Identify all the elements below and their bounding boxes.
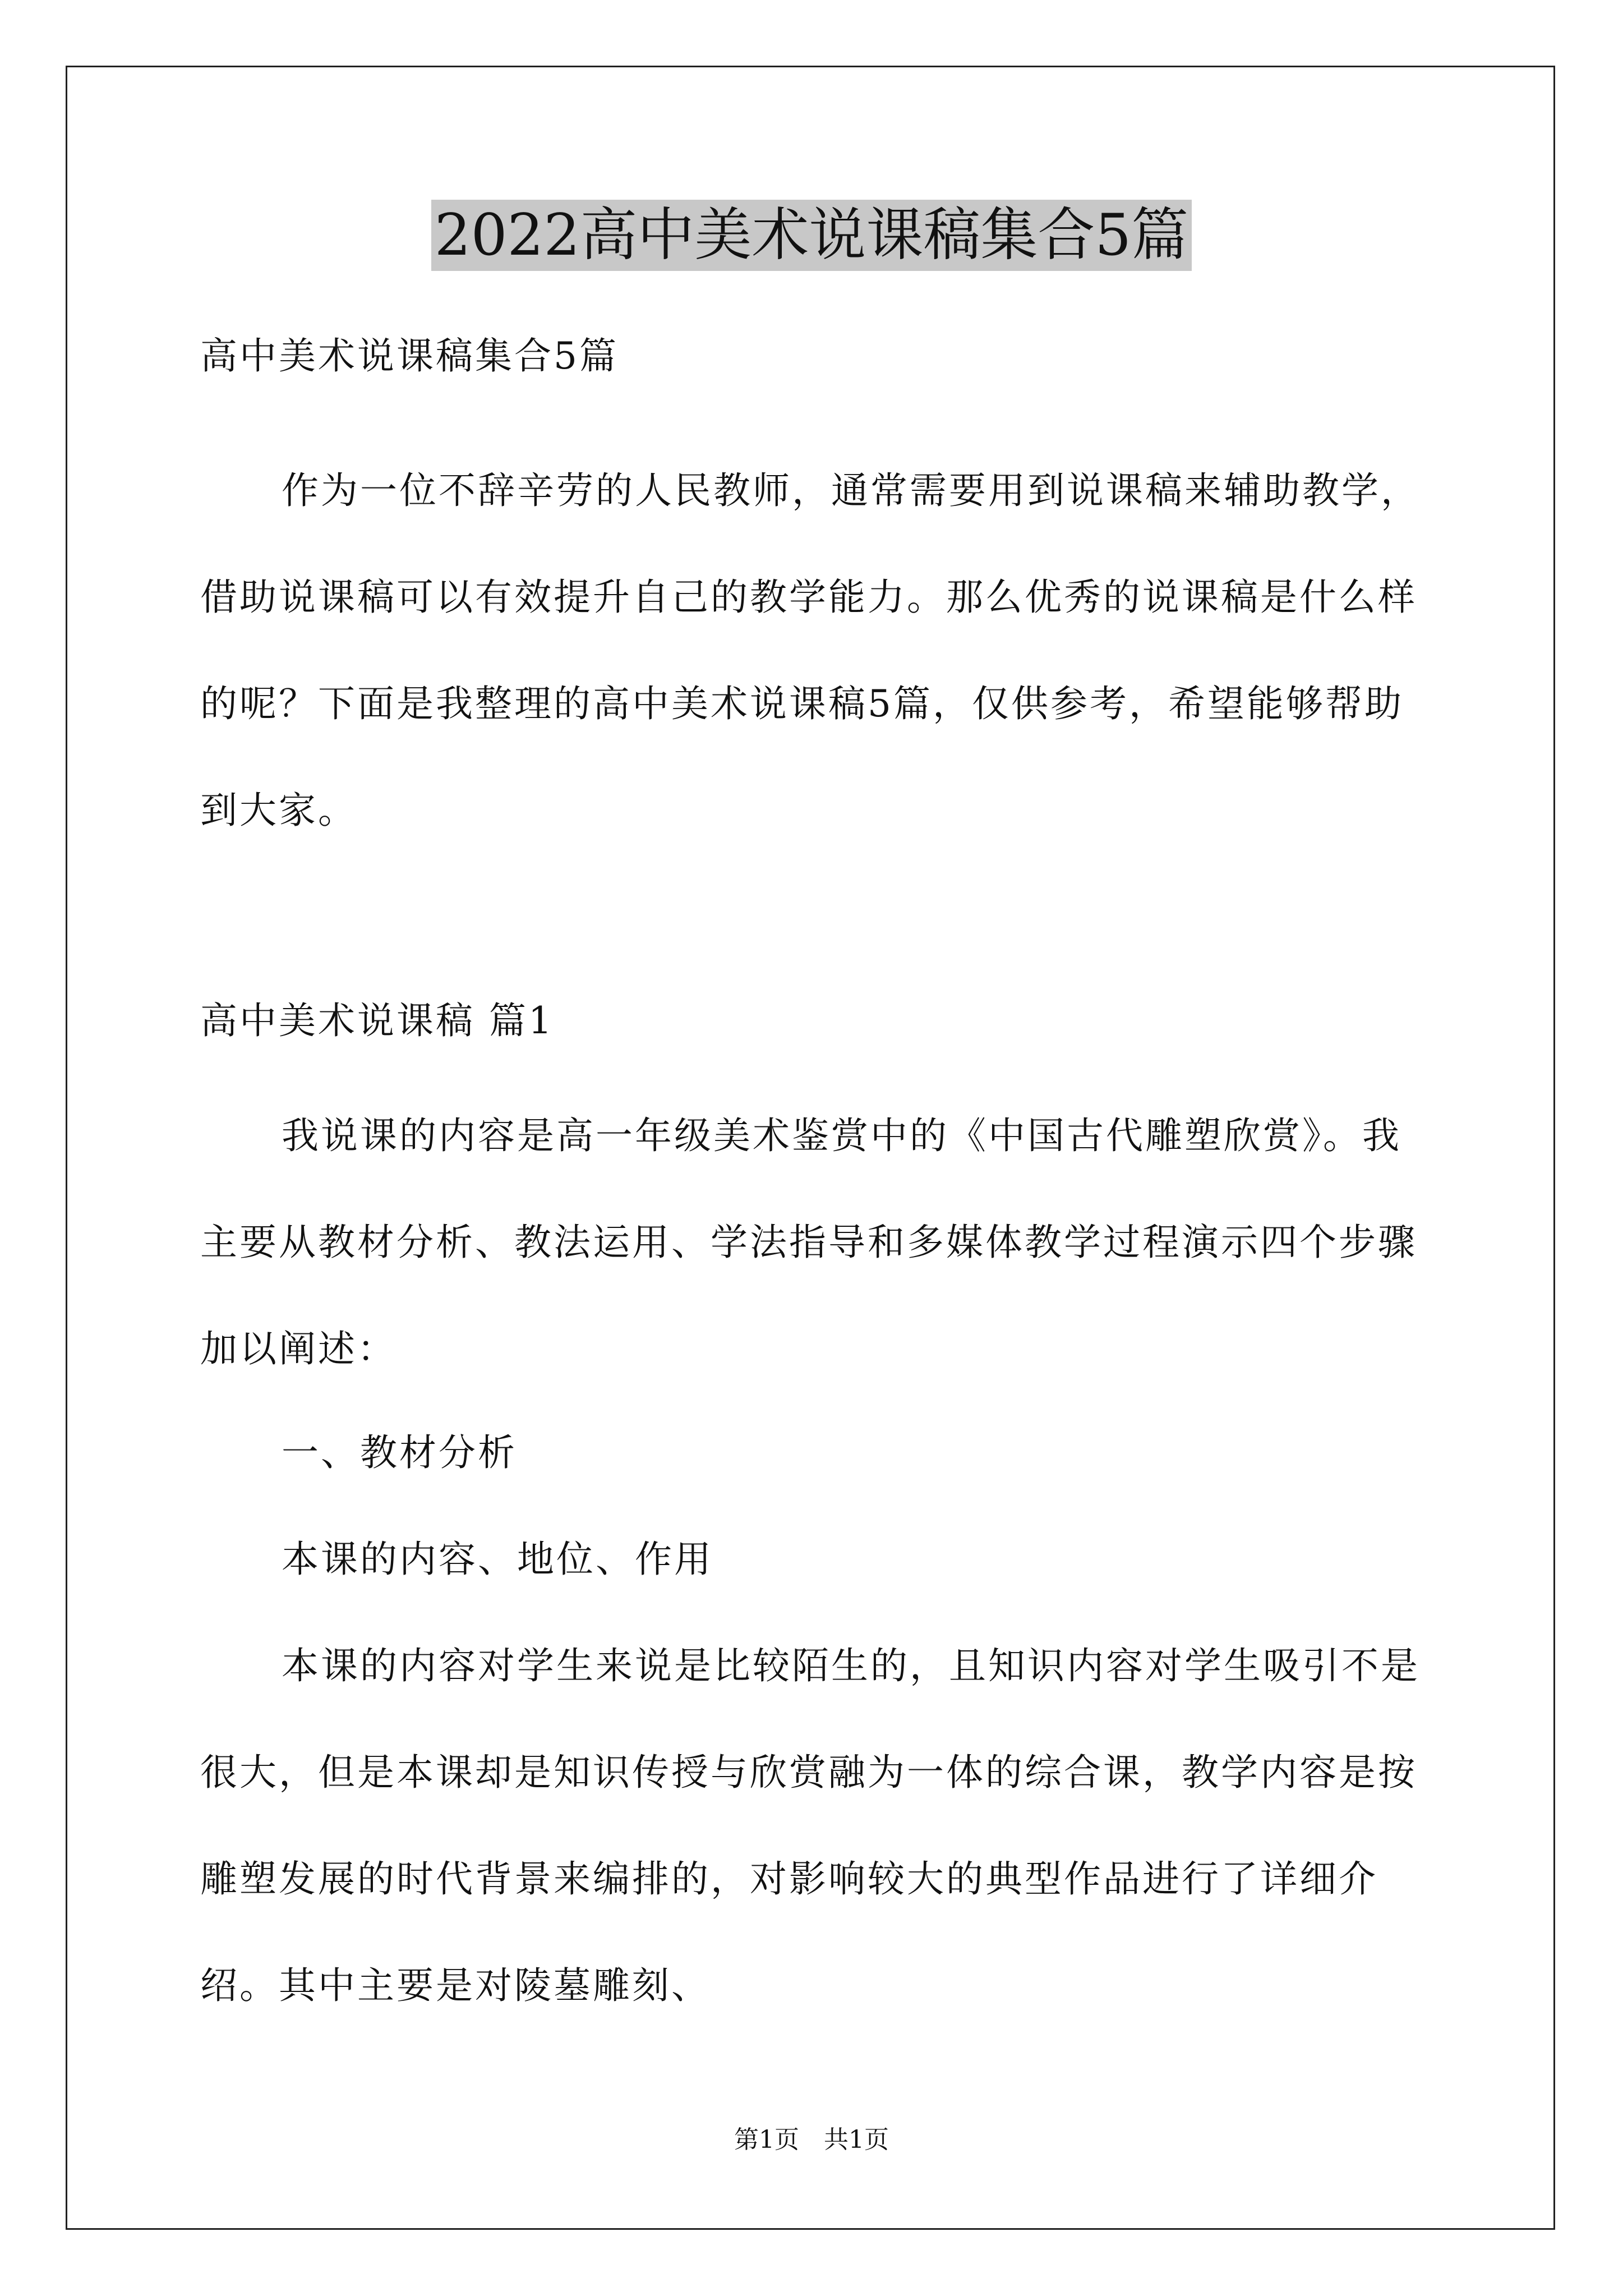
intro-paragraph: 作为一位不辞辛劳的人民教师，通常需要用到说课稿来辅助教学，借助说课稿可以有效提升自己的教学能力。那么优秀的说课稿是什么样的呢？下面是我整理的高中美术说课稿5篇，仅供参考，希望能够帮助到大家。	[200, 469, 1420, 832]
section-heading: 高中美术说课稿 篇1	[200, 999, 554, 1042]
content-paragraph: 本课的内容对学生来说是比较陌生的，且知识内容对学生吸引不是很大，但是本课却是知识传授与欣赏融为一体的综合课，教学内容是按雕塑发展的时代背景来编排的，对影响较大的典型作品进行了详细介绍。其中主要是对陵墓雕刻、	[200, 1644, 1420, 2007]
document-title-text: 2022高中美术说课稿集合5篇	[431, 200, 1192, 271]
page-footer: 第1页 共1页	[734, 2125, 889, 2154]
document-subtitle: 高中美术说课稿集合5篇	[200, 334, 619, 378]
subheading-content-position-role: 本课的内容、地位、作用	[282, 1538, 713, 1581]
section-paragraph: 我说课的内容是高一年级美术鉴赏中的《中国古代雕塑欣赏》。我主要从教材分析、教法运用、学法指导和多媒体教学过程演示四个步骤加以阐述：	[200, 1114, 1417, 1370]
document-title	[0, 196, 1623, 275]
heading-teaching-material-analysis: 一、教材分析	[282, 1431, 517, 1474]
